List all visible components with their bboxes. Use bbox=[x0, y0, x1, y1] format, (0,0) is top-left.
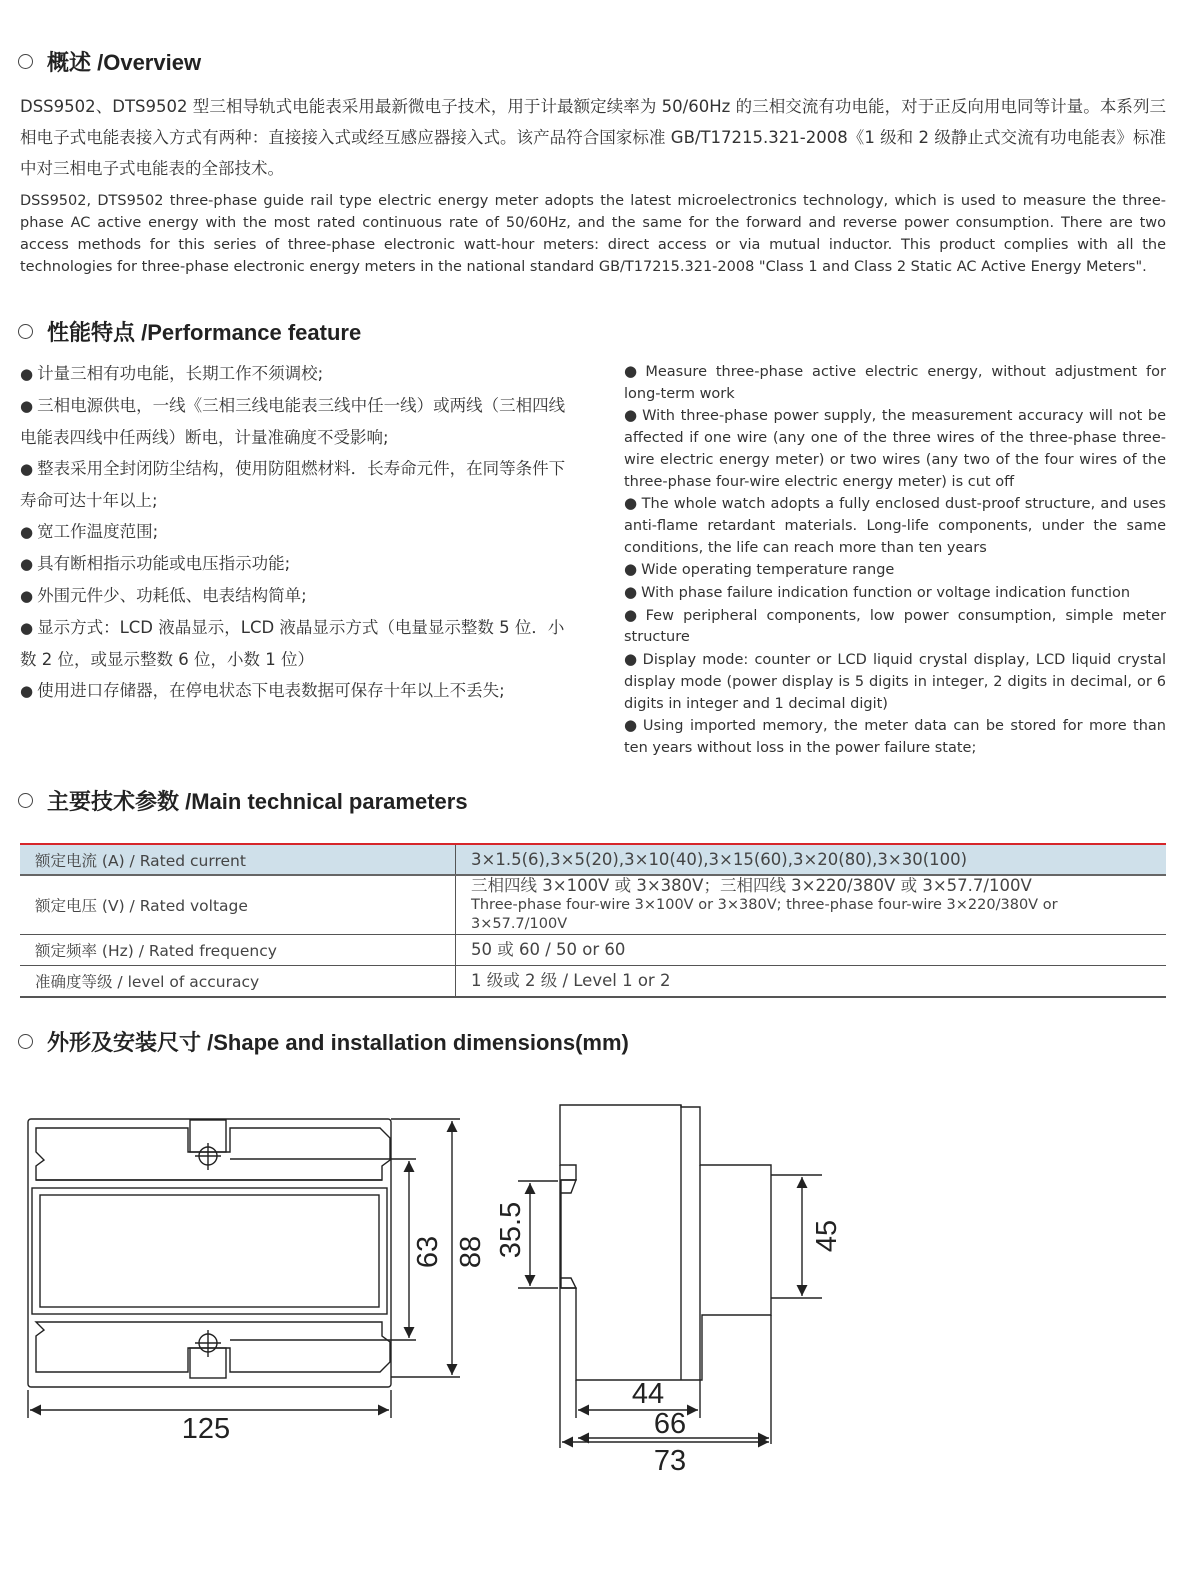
circle-bullet-icon bbox=[18, 1034, 33, 1049]
front-view bbox=[28, 1119, 460, 1418]
feature-item-cn: ● 宽工作温度范围; bbox=[20, 516, 568, 548]
dim-label-66: 66 bbox=[653, 1408, 687, 1440]
dimensions-title: 外形及安装尺寸 /Shape and installation dimensions(mm) bbox=[47, 1029, 629, 1055]
feature-item-en: ● Measure three-phase active electric energy, without adjustment for long-term work bbox=[624, 361, 1166, 405]
feature-item-cn: ● 计量三相有功电能，长期工作不须调校; bbox=[20, 358, 568, 390]
table-row bbox=[20, 966, 1166, 998]
dimensions-heading bbox=[18, 1026, 629, 1056]
feature-item-cn: ● 使用进口存储器，在停电状态下电表数据可保存十年以上不丢失; bbox=[20, 675, 568, 707]
feature-item-en: ● With phase failure indication function or voltage indication function bbox=[624, 582, 1166, 605]
feature-item-en: ● Few peripheral components, low power consumption, simple meter structure bbox=[624, 605, 1166, 649]
feature-item-en: ● Using imported memory, the meter data can be stored for more than ten years without loss in the power failure state; bbox=[624, 715, 1166, 759]
params-table bbox=[20, 843, 1166, 998]
dim-label-125: 125 bbox=[181, 1413, 231, 1445]
params-title: 主要技术参数 /Main technical parameters bbox=[47, 788, 468, 814]
table-row bbox=[20, 875, 1166, 935]
feature-item-cn: ● 整表采用全封闭防尘结构，使用防阻燃材料．长寿命元件，在同等条件下寿命可达十年以上; bbox=[20, 453, 568, 516]
table-row bbox=[20, 935, 1166, 966]
dim-label-63: 63 bbox=[412, 1235, 444, 1269]
feature-list-en bbox=[624, 361, 1166, 760]
dimension-drawing bbox=[0, 1080, 1200, 1480]
overview-heading bbox=[18, 46, 201, 76]
param-label: 额定电流 (A) / Rated current bbox=[20, 844, 456, 875]
dim-label-35-5: 35.5 bbox=[495, 1201, 527, 1259]
feature-item-cn: ● 外围元件少、功耗低、电表结构简单; bbox=[20, 580, 568, 612]
params-heading bbox=[18, 785, 468, 815]
dim-label-44: 44 bbox=[631, 1378, 665, 1410]
feature-item-cn: ● 三相电源供电，一线《三相三线电能表三线中任一线）或两线（三相四线电能表四线中任两线）断电，计量准确度不受影响; bbox=[20, 390, 568, 453]
performance-heading bbox=[18, 316, 361, 346]
feature-item-en: ● Wide operating temperature range bbox=[624, 559, 1166, 582]
overview-en-text: DSS9502, DTS9502 three-phase guide rail type electric energy meter adopts the latest microelectronics technology, which is used to measure the three-phase AC active energy with the most rated continuous rate of 50/60Hz, and the same for the forward and reverse power consumption. There are two access methods for this series of three-phase electronic watt-hour meters: direct access or via mutual inductor. This product complies with all the technologies for three-phase electronic energy meters in the national standard GB/T17215.321-2008 "Class 1 and Class 2 Static AC Active Energy Meters". bbox=[20, 193, 1166, 275]
circle-bullet-icon bbox=[18, 324, 33, 339]
feature-item-en: ● Display mode: counter or LCD liquid crystal display, LCD liquid crystal display mode (power display is 5 digits in integer, 2 digits in decimal, or 6 digits in integer and 1 decimal digit) bbox=[624, 649, 1166, 715]
param-value: 3×1.5(6),3×5(20),3×10(40),3×15(60),3×20(80),3×30(100) bbox=[456, 844, 1167, 875]
circle-bullet-icon bbox=[18, 793, 33, 808]
side-view bbox=[518, 1105, 822, 1448]
param-value: 50 或 60 / 50 or 60 bbox=[456, 935, 1167, 966]
circle-bullet-icon bbox=[18, 54, 33, 69]
param-label: 准确度等级 / level of accuracy bbox=[20, 966, 456, 998]
feature-item-cn: ● 具有断相指示功能或电压指示功能; bbox=[20, 548, 568, 580]
feature-item-en: ● The whole watch adopts a fully enclosed dust-proof structure, and uses anti-flame retardant materials. Long-life components, under the same conditions, the life can reach more than ten years bbox=[624, 493, 1166, 559]
table-row bbox=[20, 844, 1166, 875]
param-label: 额定电压 (V) / Rated voltage bbox=[20, 875, 456, 935]
dim-label-88: 88 bbox=[455, 1235, 487, 1269]
overview-cn-text: DSS9502、DTS9502 型三相导轨式电能表采用最新微电子技术，用于计最额定续率为 50/60Hz 的三相交流有功电能，对于正反向用电同等计量。本系列三相电子式电能表接入方式有两种：直接接入式或经互感应器接入式。该产品符合国家标准 GB/T17215.321-2008《1 级和 2 级静止式交流有功电能表》标准中对三相电子式电能表的全部技术。 bbox=[20, 97, 1166, 178]
overview-title: 概述 /Overview bbox=[47, 49, 202, 75]
feature-item-en: ● With three-phase power supply, the measurement accuracy will not be affected if one wire (any one of the three wires of the three-phase three-wire electric energy meter) or two wires (any two of the four wires of the three-phase four-wire electric energy meter) is cut off bbox=[624, 405, 1166, 493]
param-value: 1 级或 2 级 / Level 1 or 2 bbox=[456, 966, 1167, 998]
feature-item-cn: ● 显示方式：LCD 液晶显示，LCD 液晶显示方式（电量显示整数 5 位．小数 2 位，或显示整数 6 位，小数 1 位） bbox=[20, 612, 568, 675]
feature-list-cn bbox=[20, 358, 568, 707]
param-value: 三相四线 3×100V 或 3×380V；三相四线 3×220/380V 或 3×57.7/100V Three-phase four-wire 3×100V or 3×380V; three-phase four-wire 3×220/380V or 3×57.7/100V bbox=[456, 875, 1167, 935]
dim-label-45: 45 bbox=[811, 1219, 843, 1253]
param-label: 额定频率 (Hz) / Rated frequency bbox=[20, 935, 456, 966]
dim-label-73: 73 bbox=[653, 1445, 687, 1477]
performance-title: 性能特点 /Performance feature bbox=[47, 319, 362, 345]
